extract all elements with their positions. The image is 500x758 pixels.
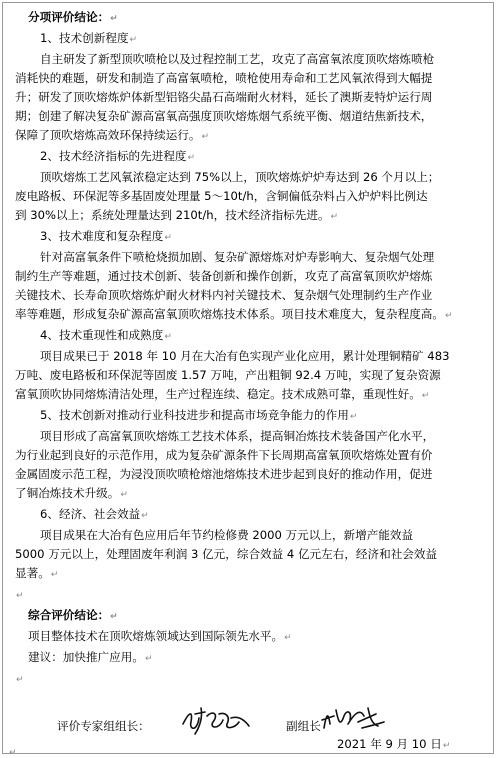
heading-maturity: 4、技术重现性和成熟度↵: [40, 328, 172, 342]
paragraph-line: 升；研发了顶吹熔炼炉体新型铝铬尖晶石高端耐火材料，延长了澳斯麦特炉运行周: [15, 90, 433, 104]
paragraph-line: 显著。↵: [15, 566, 59, 580]
document-body: [15, 8, 485, 690]
end-paragraph-mark: ↵: [9, 748, 17, 758]
paragraph-line: 保障了顶吹熔炼高效环保持续运行。↵: [15, 128, 210, 142]
summary-title: 综合评价结论：↵: [28, 608, 118, 622]
paragraph-line: 项目成果已于 2018 年 10 月在大冶有色实现产业化应用，累计处理铜精矿 483: [40, 349, 450, 363]
leader-signature: [179, 704, 259, 740]
paragraph-line: 项目成果在大冶有色应用后年节约检修费 2000 万元以上，新增产能效益: [40, 528, 414, 542]
document-page: [2, 2, 494, 758]
paragraph-line: 金属固废示范工程，为浸没顶吹喷枪熔池熔炼技术进步起到良好的推动作用，促进: [15, 467, 433, 481]
paragraph-line: 为行业起到良好的示范作用，成为复杂矿源条件下长周期高富氧顶吹熔炼处置有价: [15, 448, 433, 462]
heading-difficulty: 3、技术难度和复杂程度↵: [40, 229, 172, 243]
paragraph-line: 了铜冶炼技术升级。↵: [15, 486, 128, 500]
paragraph-line: 期；创建了解决复杂矿源高富氧高强度顶吹熔炼烟气系统平衡、烟道结焦新技术，: [15, 109, 433, 123]
paragraph-line: 废电路板、环保泥等多基固废处理量 5～10t/h，含铜偏低杂料占入炉炉料比例达: [15, 189, 428, 203]
paragraph-line: 富氧顶吹协同熔炼清洁处理，生产过程连续、稳定。技术成熟可靠，重现性好。↵: [15, 387, 430, 401]
heading-industry-impact: 5、技术创新对推动行业科技进步和提高市场竞争能力的作用↵: [40, 408, 358, 422]
paragraph-line: 万吨、废电路板和环保泥等固废 1.57 万吨，产出粗铜 92.4 万吨，实现了复杂资源: [15, 368, 441, 382]
blank-line: ↵: [16, 675, 24, 685]
deputy-label: 副组长: [286, 719, 321, 733]
paragraph-line: 顶吹熔炼工艺风氧浓稳定达到 75%以上，顶吹熔炼炉炉寿达到 26 个月以上；: [40, 170, 440, 184]
paragraph-line: 制约生产等难题，通过技术创新、装备创新和操作创新，攻克了高富氧顶吹炉熔炼: [15, 269, 433, 283]
paragraph-line: 率等难题，形成复杂矿源高富氧顶吹熔炼技术体系。项目技术难度大，复杂程度高。↵: [15, 307, 453, 321]
heading-benefits: 6、经济、社会效益↵: [40, 507, 149, 521]
paragraph-line: 自主研发了新型顶吹喷枪以及过程控制工艺，攻克了高富氧浓度顶吹熔炼喷枪: [40, 52, 435, 66]
signature-date: 2021 年 9 月 10 日↵: [337, 737, 451, 751]
paragraph-line: 5000 万元以上，处理固废年利润 3 亿元，综合效益 4 亿元左右，经济和社会效益: [15, 547, 438, 561]
summary-line: 建议：加快推广应用。↵: [28, 650, 153, 664]
paragraph-line: 针对高富氧条件下喷枪烧损加剧、复杂矿源熔炼对炉寿影响大、复杂烟气处理: [40, 250, 435, 264]
paragraph-line: 消耗快的难题，研发和制造了高富氧喷枪，喷枪使用寿命和工艺风氧浓得到大幅提: [15, 71, 433, 85]
deputy-signature: [318, 702, 390, 738]
blank-line: ↵: [16, 591, 24, 601]
heading-innovation: 1、技术创新程度↵: [40, 31, 138, 45]
paragraph-line: 到 30%以上；系统处理量达到 210t/h，技术经济指标先进。↵: [15, 208, 339, 222]
paragraph-line: 项目形成了高富氧顶吹熔炼工艺技术体系，提高铜冶炼技术装备国产化水平，: [40, 429, 435, 443]
heading-indicators: 2、技术经济指标的先进程度↵: [40, 149, 196, 163]
paragraph-line: 关键技术、长寿命顶吹熔炼炉耐火材料内衬关键技术、复杂烟气处理制约生产作业: [15, 288, 433, 302]
summary-line: 项目整体技术在顶吹熔炼领域达到国际领先水平。↵: [28, 629, 292, 643]
leader-label: 评价专家组组长：: [57, 719, 150, 733]
section-title: 分项评价结论：↵: [28, 10, 118, 24]
